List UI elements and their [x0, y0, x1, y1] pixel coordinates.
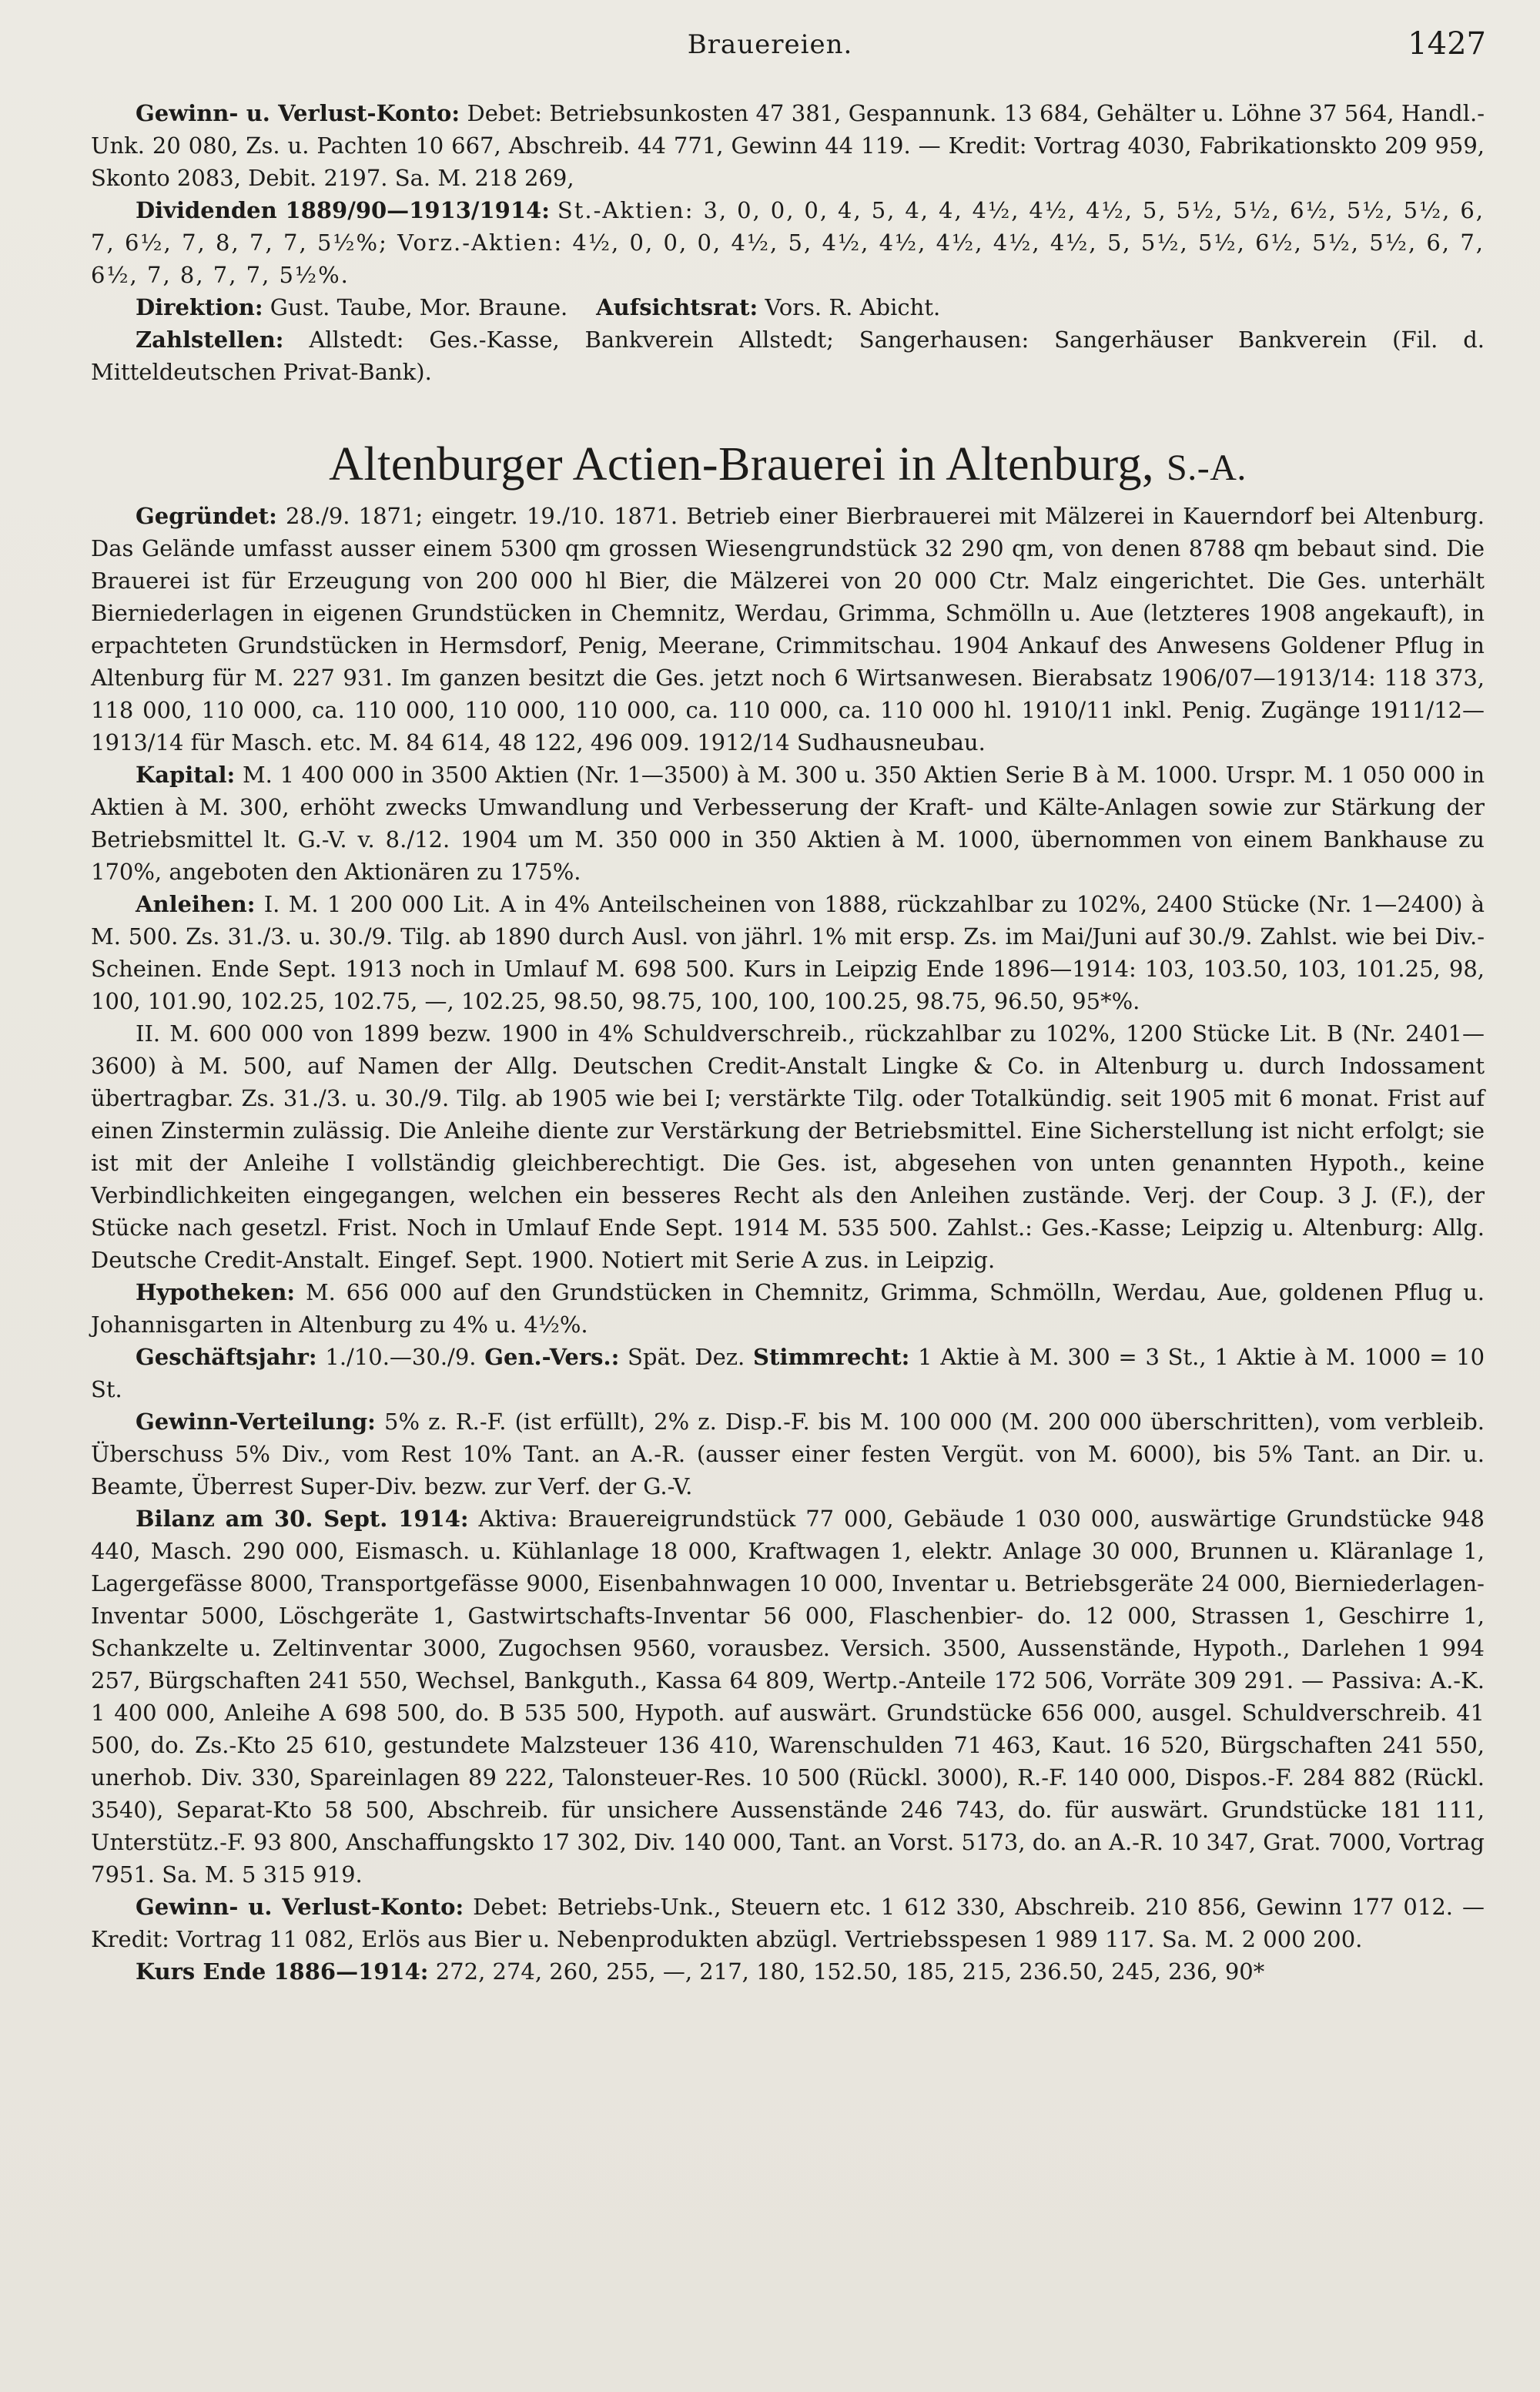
section-text: M. 656 000 auf den Grundstücken in Chemnitz, Grimma, Schmölln, Werdau, Aue, goldenen Pflug u. Johannisgarten in Altenburg zu 4% u. 4½%. [91, 1279, 1485, 1338]
section-label: Anleihen: [136, 891, 256, 917]
section-text: 1./10.—30./9. [325, 1344, 477, 1370]
section-text: Spät. Dez. [628, 1344, 745, 1370]
section-label: Aufsichtsrat: [596, 294, 758, 320]
page-header [0, 17, 1540, 71]
section-text: 272, 274, 260, 255, —, 217, 180, 152.50, 185, 215, 236.50, 245, 236, 90* [435, 1958, 1265, 1985]
section-label: Direktion: [136, 294, 263, 320]
company-suffix: S.-A. [1167, 447, 1247, 488]
section-text: I. M. 1 200 000 Lit. A in 4% Anteilscheinen von 1888, rückzahlbar zu 102%, 2400 Stücke (Nr. 1—2400) à M. 500. Zs. 31./3. u. 30./9. Tilg. ab 1890 durch Ausl. von jährl. 1% mit ersp. Zs. im Mai/Juni auf 30./9. Zahlst. wie bei Div.-Scheinen. Ende Sept. 1913 noch in Umlauf M. 698 500. Kurs in Leipzig Ende 1896—1914: 103, 103.50, 103, 101.25, 98, 100, 101.90, 102.25, 102.75, —, 102.25, 98.50, 98.75, 100, 100, 100.25, 98.75, 96.50, 95*%. [91, 891, 1485, 1014]
section-text: II. M. 600 000 von 1899 bezw. 1900 in 4% Schuldverschreib., rückzahlbar zu 102%, 1200 Stücke Lit. B (Nr. 2401—3600) à M. 500, auf Namen der Allg. Deutschen Credit-Anstalt Lingke & Co. in Altenburg u. durch Indossament übertragbar. Zs. 31./3. u. 30./9. Tilg. ab 1905 wie bei I; verstärkte Tilg. oder Totalkündig. seit 1905 mit 6 monat. Frist auf einen Zinstermin zulässig. Die Anleihe diente zur Verstärkung der Betriebsmittel. Eine Sicherstellung ist nicht erfolgt; sie ist mit der Anleihe I vollständig gleichberechtigt. Die Ges. ist, abgesehen von unten genannten Hypoth., keine Verbindlichkeiten eingegangen, welchen ein besseres Recht als den Anleihen zustände. Verj. der Coup. 3 J. (F.), der Stücke nach gesetzl. Frist. Noch in Umlauf Ende Sept. 1914 M. 535 500. Zahlst.: Ges.-Kasse; Leipzig u. Altenburg: Allg. Deutsche Credit-Anstalt. Eingef. Sept. 1900. Notiert mit Serie A zus. in Leipzig. [91, 1020, 1485, 1273]
section-text: Allstedt: Ges.-Kasse, Bankverein Allstedt; Sangerhausen: Sangerhäuser Bankverein (Fil. d. Mitteldeutschen Privat-Bank). [91, 327, 1485, 385]
section-text: St.-Aktien: 3, 0, 0, 0, 4, 5, 4, 4, 4½, 4½, 4½, 5, 5½, 5½, 6½, 5½, 5½, 6, 7, 6½, 7, 8, 7, 7, 5½%; Vorz.-Aktien: 4½, 0, 0, 0, 4½, 5, 4½, 4½, 4½, 4½, 4½, 5, 5½, 5½, 6½, 5½, 5½, 6, 7, 6½, 7, 8, 7, 7, 5½%. [91, 197, 1485, 288]
section-label: Kurs Ende 1886—1914: [136, 1958, 429, 1985]
gegruendet-section [91, 500, 1485, 759]
anleihen-section-2 [91, 1017, 1485, 1276]
prev-gewinn-verlust [91, 97, 1485, 194]
section-label: Bilanz am 30. Sept. 1914: [136, 1506, 469, 1532]
section-label: Gewinn- u. Verlust-Konto: [136, 100, 460, 126]
section-label: Dividenden 1889/90—1913/1914: [136, 197, 550, 223]
bilanz-section [91, 1503, 1485, 1891]
section-text: 1 Aktie à M. 300 = 3 St., 1 Aktie à M. 1000 = 10 St. [91, 1344, 1485, 1402]
section-label: Hypotheken: [136, 1279, 296, 1305]
section-text: 28./9. 1871; eingetr. 19./10. 1871. Betrieb einer Bierbrauerei mit Mälzerei in Kauerndorf bei Altenburg. Das Gelände umfasst ausser einem 5300 qm grossen Wiesengrundstück 32 290 qm, von denen 8788 qm bebaut sind. Die Brauerei ist für Erzeugung von 200 000 hl Bier, die Mälzerei von 20 000 Ctr. Malz eingerichtet. Die Ges. unterhält Bierniederlagen in eigenen Grundstücken in Chemnitz, Werdau, Grimma, Schmölln u. Aue (letzteres 1908 angekauft), in erpachteten Grundstücken in Hermsdorf, Penig, Meerane, Crimmitschau. 1904 Ankauf des Anwesens Goldener Pflug in Altenburg für M. 227 931. Im ganzen besitzt die Ges. jetzt noch 6 Wirtsanwesen. Bierabsatz 1906/07—1913/14: 118 373, 118 000, 110 000, ca. 110 000, 110 000, 110 000, ca. 110 000, ca. 110 000 hl. 1910/11 inkl. Penig. Zugänge 1911/12—1913/14 für Masch. etc. M. 84 614, 48 122, 496 009. 1912/14 Sudhausneubau. [91, 503, 1485, 755]
section-label: Stimmrecht: [753, 1344, 910, 1370]
gewinn-verlust-section [91, 1891, 1485, 1955]
section-label: Gegründet: [136, 503, 277, 529]
section-label: Geschäftsjahr: [136, 1344, 317, 1370]
section-text: Debet: Betriebs-Unk., Steuern etc. 1 612 330, Abschreib. 210 856, Gewinn 177 012. — Kredit: Vortrag 11 082, Erlös aus Bier u. Nebenprodukten abzügl. Vertriebsspesen 1 989 117. Sa. M. 2 000 200. [91, 1894, 1485, 1952]
prev-dividenden [91, 194, 1485, 291]
anleihen-section [91, 888, 1485, 1017]
kapital-section [91, 759, 1485, 888]
section-label: Kapital: [136, 762, 236, 788]
gewinnverteilung-section [91, 1405, 1485, 1503]
running-title: Brauereien. [687, 29, 853, 60]
section-label: Gewinn-Verteilung: [136, 1409, 376, 1435]
body-text [91, 97, 1485, 1988]
geschaeftsjahr-section [91, 1341, 1485, 1405]
section-text: Aktiva: Brauereigrundstück 77 000, Gebäude 1 030 000, auswärtige Grundstücke 948 440, Masch. 290 000, Eismasch. u. Kühlanlage 18 000, Kraftwagen 1, elektr. Anlage 30 000, Brunnen u. Kläranlage 1, Lagergefässe 8000, Transportgefässe 9000, Eisenbahnwagen 10 000, Inventar u. Betriebsgeräte 24 000, Bierniederlagen-Inventar 5000, Löschgeräte 1, Gastwirtschafts-Inventar 56 000, Flaschenbier- do. 12 000, Strassen 1, Geschirre 1, Schankzelte u. Zeltinventar 3000, Zugochsen 9560, vorausbez. Versich. 3500, Aussenstände, Hypoth., Darlehen 1 994 257, Bürgschaften 241 550, Wechsel, Bankguth., Kassa 64 809, Wertp.-Anteile 172 506, Vorräte 309 291. — Passiva: A.-K. 1 400 000, Anleihe A 698 500, do. B 535 500, Hypoth. auf auswärt. Grundstücke 656 000, ausgel. Schuldverschreib. 41 500, do. Zs.-Kto 25 610, gestundete Malzsteuer 136 410, Warenschulden 71 463, Kaut. 16 520, Bürgschaften 241 550, unerhob. Div. 330, Spareinlagen 89 222, Talonsteuer-Res. 10 500 (Rückl. 3000), R.-F. 140 000, Dispos.-F. 284 882 (Rückl. 3540), Separat-Kto 58 500, Abschreib. für unsichere Aussenstände 246 743, do. für auswärt. Grundstücke 181 111, Unterstütz.-F. 93 800, Anschaffungskto 17 302, Div. 140 000, Tant. an Vorst. 5173, do. an A.-R. 10 347, Grat. 7000, Vortrag 7951. Sa. M. 5 315 919. [91, 1506, 1485, 1888]
hypotheken-section [91, 1276, 1485, 1341]
section-text: Debet: Betriebsunkosten 47 381, Gespannunk. 13 684, Gehälter u. Löhne 37 564, Handl.-Unk. 20 080, Zs. u. Pachten 10 667, Abschreib. 44 771, Gewinn 44 119. — Kredit: Vortrag 4030, Fabrikationskto 209 959, Skonto 2083, Debit. 2197. Sa. M. 218 269, [91, 100, 1485, 191]
company-name: Altenburger Actien-Brauerei in Altenburg, [329, 438, 1155, 491]
prev-direktion [91, 291, 1485, 323]
company-heading [91, 438, 1485, 491]
kurs-section [91, 1955, 1485, 1988]
section-label: Gewinn- u. Verlust-Konto: [136, 1894, 464, 1920]
section-text: 5% z. R.-F. (ist erfüllt), 2% z. Disp.-F. bis M. 100 000 (M. 200 000 überschritten), vom verbleib. Überschuss 5% Div., vom Rest 10% Tant. an A.-R. (ausser einer festen Vergüt. von M. 6000), bis 5% Tant. an Dir. u. Beamte, Überrest Super-Div. bezw. zur Verf. der G.-V. [91, 1409, 1485, 1499]
section-label: Zahlstellen: [136, 327, 284, 353]
prev-zahlstellen [91, 323, 1485, 388]
section-text: Vors. R. Abicht. [765, 294, 941, 320]
section-text: Gust. Taube, Mor. Braune. [270, 294, 568, 320]
section-label: Gen.-Vers.: [484, 1344, 620, 1370]
section-text: M. 1 400 000 in 3500 Aktien (Nr. 1—3500) à M. 300 u. 350 Aktien Serie B à M. 1000. Urspr. M. 1 050 000 in Aktien à M. 300, erhöht zwecks Umwandlung und Verbesserung der Kraft- und Kälte-Anlagen sowie zur Stärkung der Betriebsmittel lt. G.-V. v. 8./12. 1904 um M. 350 000 in 350 Aktien à M. 1000, übernommen von einem Bankhause zu 170%, angeboten den Aktionären zu 175%. [91, 762, 1485, 885]
page-number: 1427 [1408, 26, 1486, 62]
